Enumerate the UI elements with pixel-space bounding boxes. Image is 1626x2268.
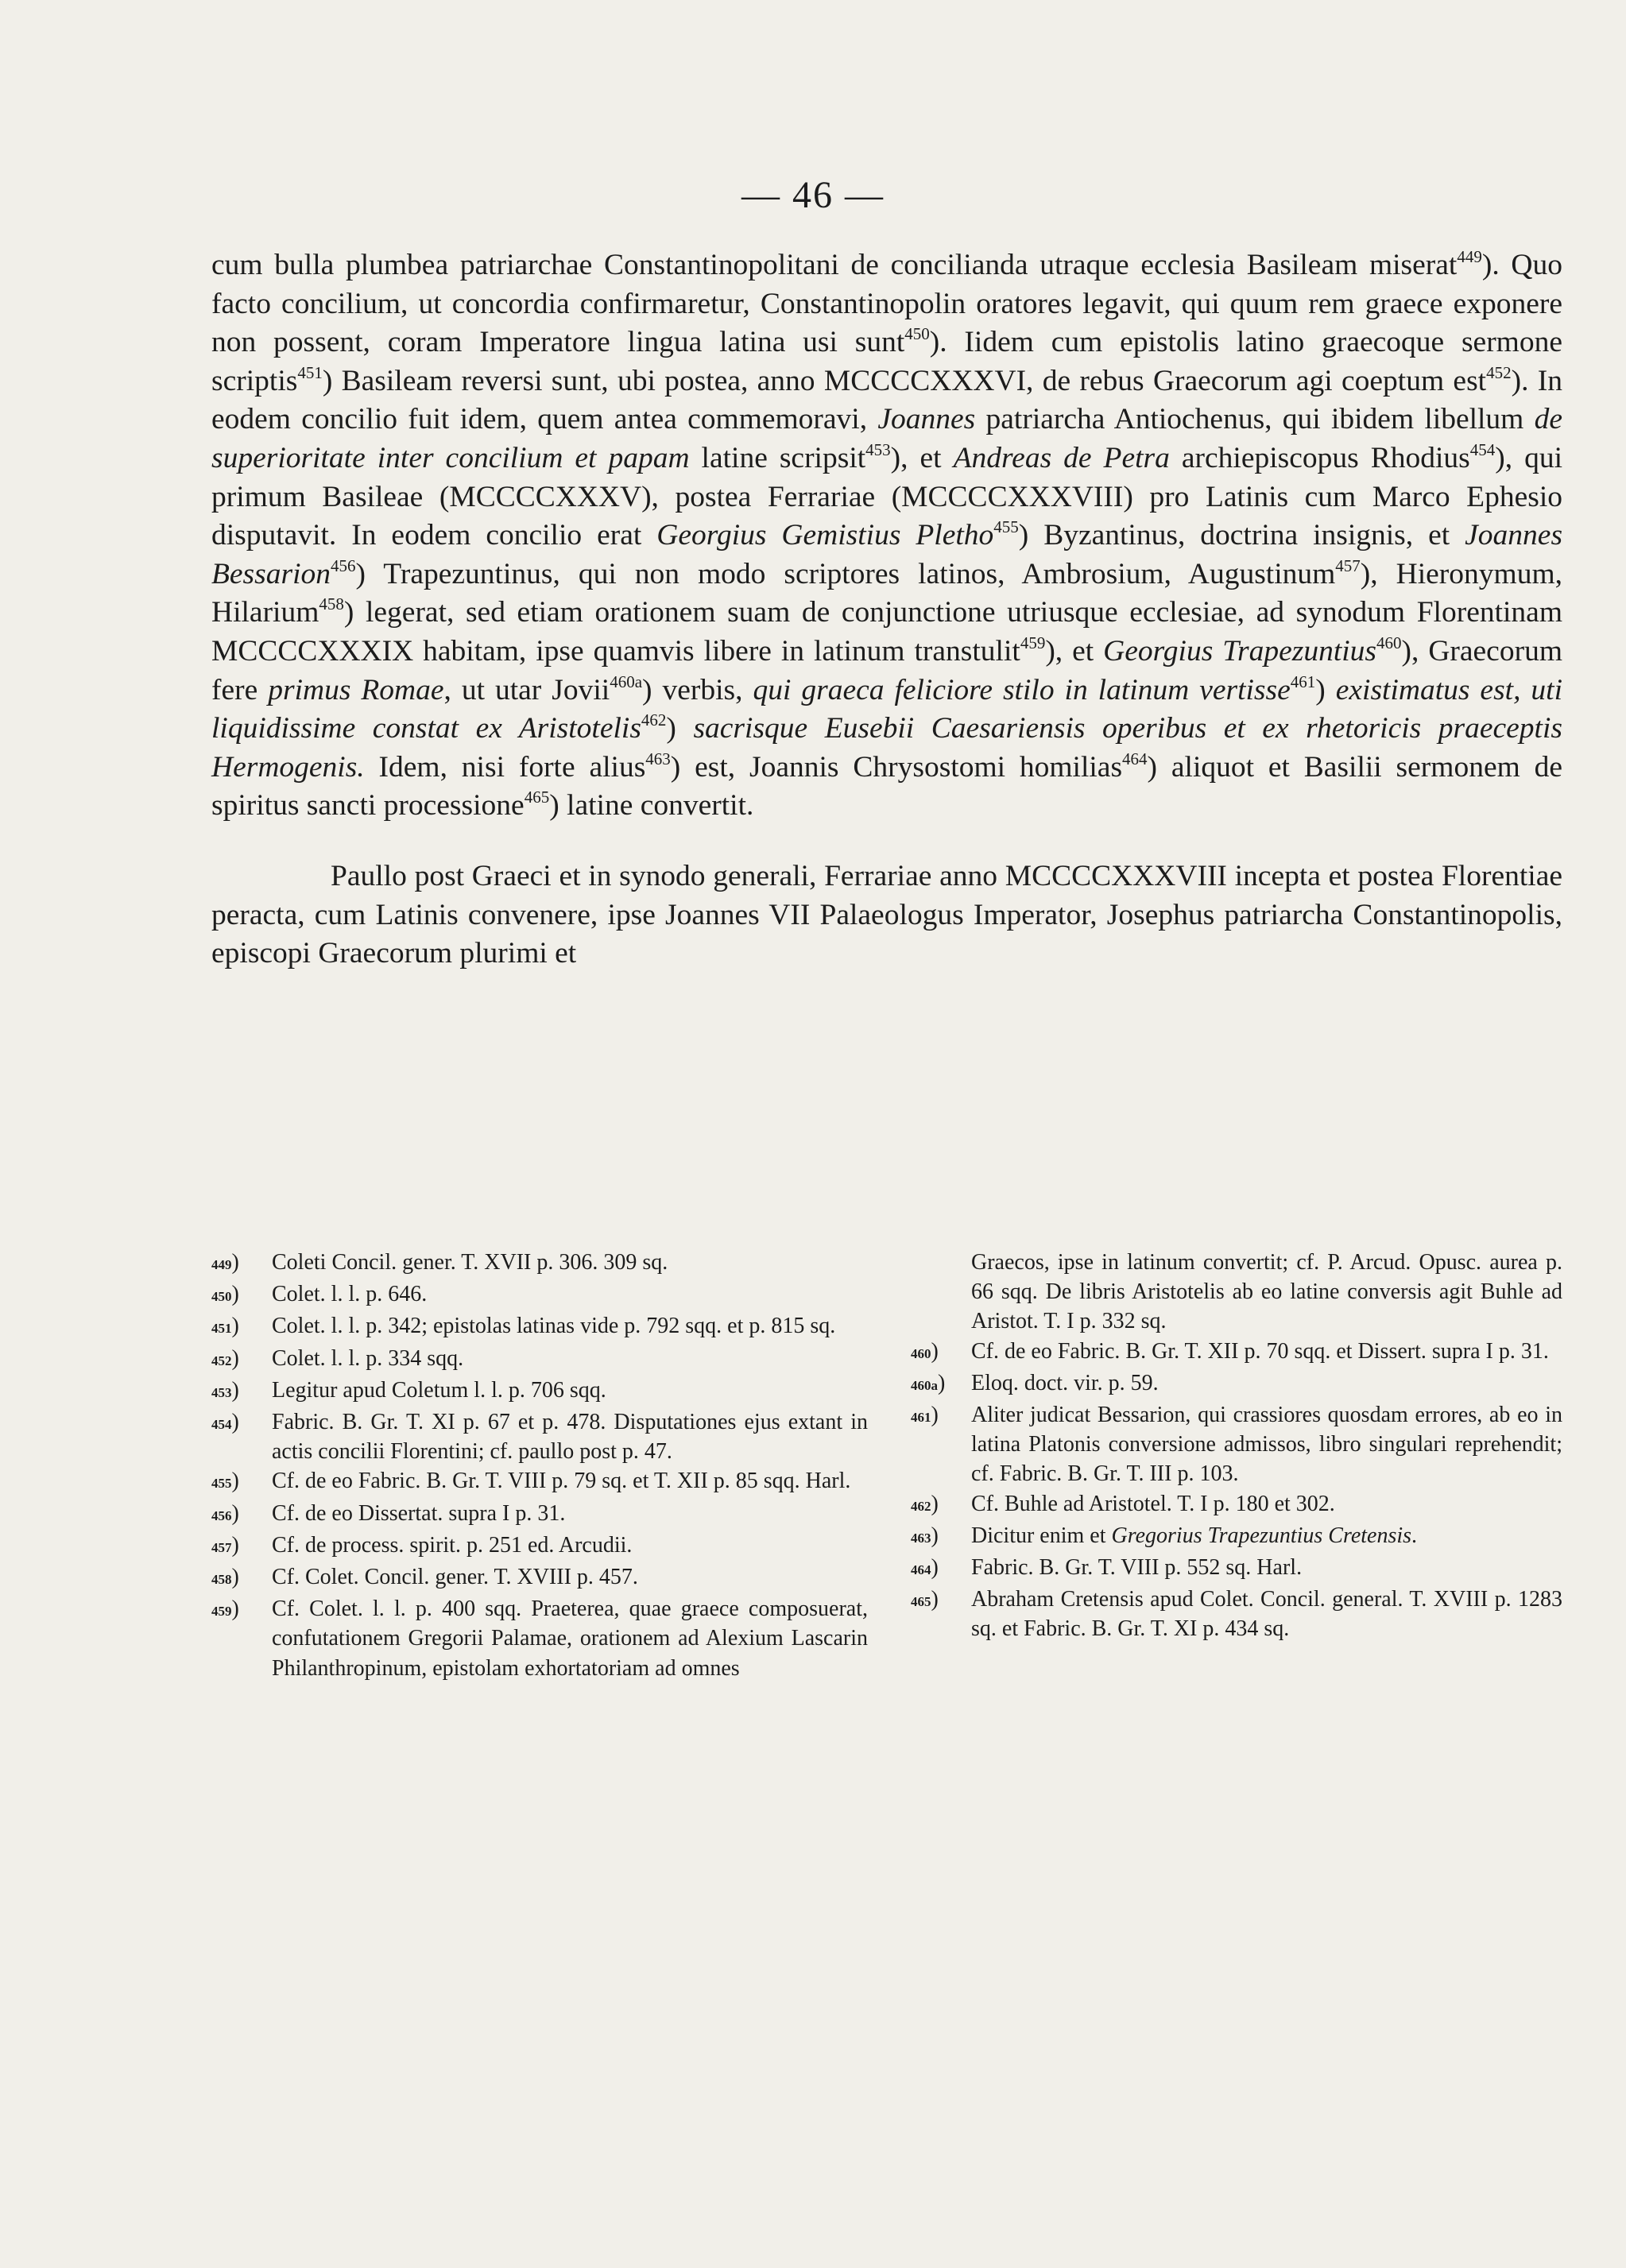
footnote	[211, 1499, 868, 1531]
quote-part: sacrisque Eusebii Caesariensis operibus et ex rhetoricis praeceptis Hermogenis.	[211, 712, 1562, 784]
footnote-text: Cf. Buhle ad Aristotel. T. I p. 180 et 302.	[971, 1491, 1335, 1516]
footnote	[911, 1489, 1562, 1521]
footnote-number: 449)	[211, 1250, 239, 1275]
footnote-text: Eloq. doct. vir. p. 59.	[971, 1370, 1159, 1395]
footnote-ref: 454	[1469, 439, 1496, 459]
name-pletho: Georgius Gemistius Pletho	[656, 519, 994, 552]
text-run: archiepiscopus Rhodius	[1181, 441, 1470, 474]
footnote-number: 463)	[911, 1523, 939, 1548]
footnote-text: Cf. Colet. l. l. p. 400 sqq. Praeterea, quae graece composuerat, confutationem Gregorii Palamae, orationem ad Alexium Lascarin Philanthropinum, epistolam exhortatoriam ad omnes	[272, 1597, 868, 1681]
footnote-ref: 456	[331, 555, 356, 575]
footnote	[211, 1531, 868, 1562]
footnote-ref: 459	[1020, 633, 1046, 652]
footnote-ref: 463	[645, 749, 671, 768]
footnote-text: Fabric. B. Gr. T. XI p. 67 et p. 478. Disputationes ejus extant in actis concilii Florentini; cf. paullo post p. 47.	[272, 1410, 868, 1465]
text-run: ) Trapezuntinus, qui non modo scriptores latinos, Ambrosium, Augustinum	[355, 557, 1336, 590]
quote-part: existimatus est, uti liquidissime constat ex Aristotelis	[211, 673, 1563, 745]
footnote-text: Coleti Concil. gener. T. XVII p. 306. 309 sq.	[272, 1250, 668, 1275]
footnote-text: Colet. l. l. p. 342; epistolas latinas vide p. 792 sqq. et p. 815 sq.	[272, 1314, 836, 1339]
footnote-text: Cf. de eo Fabric. B. Gr. T. XII p. 70 sqq. et Dissert. supra I p. 31.	[971, 1338, 1549, 1364]
footnote	[211, 1376, 868, 1407]
name-trapezuntius: Georgius Trapezuntius	[1103, 634, 1377, 668]
footnote-text: Colet. l. l. p. 646.	[272, 1282, 428, 1307]
footnote-text: Dicitur enim et Gregorius Trapezuntius Cretensis.	[971, 1523, 1418, 1548]
footnote	[211, 1407, 868, 1466]
footnote-text: Aliter judicat Bessarion, qui crassiores quosdam errores, ab eo in latina Platonis conversione admissos, libro singulari reprehendit; cf. Fabric. B. Gr. T. III p. 103.	[971, 1403, 1562, 1487]
footnote-ref: 451	[297, 362, 323, 382]
text-run: Idem, nisi forte alius	[378, 750, 646, 784]
footnotes	[211, 1248, 1562, 2162]
footnote-ref: 458	[319, 594, 344, 614]
footnote	[911, 1337, 1562, 1368]
title-libellum: de superioritate inter concilium et papam	[211, 403, 1563, 474]
footnote-number: 451)	[211, 1314, 239, 1339]
text-run: ), Graecorum fere	[211, 634, 1562, 706]
footnote-ref: 450	[904, 324, 930, 344]
footnote-continuation	[911, 1248, 1562, 1337]
footnote	[211, 1311, 868, 1343]
footnote	[211, 1594, 868, 1683]
name-joannes: Joannes	[877, 403, 976, 436]
footnote-ref: 460	[1376, 633, 1402, 652]
footnotes-left-column	[211, 1248, 868, 1683]
footnote-number	[911, 1248, 971, 1337]
footnote-number: 465)	[911, 1587, 939, 1612]
footnote-text: Cf. de eo Fabric. B. Gr. T. VIII p. 79 sq. et T. XII p. 85 sqq. Harl.	[272, 1469, 851, 1494]
footnote-number: 457)	[211, 1532, 239, 1558]
footnote-text: Colet. l. l. p. 334 sqq.	[272, 1345, 464, 1371]
text-run: latine scripsit	[701, 441, 866, 474]
footnote	[911, 1585, 1562, 1643]
text-run: ) aliquot et Basilii sermonem de spiritus sancti processione	[211, 750, 1562, 822]
footnote	[211, 1466, 868, 1498]
text-run: ). Iidem cum epistolis latino graecoque sermone scriptis	[211, 326, 1562, 397]
footnote-number: 462)	[911, 1491, 939, 1516]
footnote	[911, 1368, 1562, 1400]
footnote	[211, 1344, 868, 1376]
footnote-text: Cf. de eo Dissertat. supra I p. 31.	[272, 1500, 566, 1526]
footnote	[911, 1400, 1562, 1489]
text-run: ), et	[1045, 634, 1094, 668]
footnote	[911, 1521, 1562, 1553]
footnote-number: 460a)	[911, 1370, 946, 1395]
footnote-text: Fabric. B. Gr. T. VIII p. 552 sq. Harl.	[971, 1555, 1303, 1581]
footnote-number: 459)	[211, 1597, 239, 1622]
footnote-ref: 461	[1290, 671, 1316, 691]
text-run: ) Basileam reversi sunt, ubi postea, anno MCCCCXXXVI, de rebus Graecorum agi coeptum est	[322, 364, 1487, 397]
footnote-number: 464)	[911, 1555, 939, 1581]
footnote-text: Legitur apud Coletum l. l. p. 706 sqq.	[272, 1377, 606, 1403]
text-run: patriarcha Antiochenus, qui ibidem libellum	[985, 403, 1524, 436]
text-run: , ut utar Jovii	[443, 673, 610, 706]
footnote-text: Abraham Cretensis apud Colet. Concil. general. T. XVIII p. 1283 sq. et Fabric. B. Gr. T. XI p. 434 sq.	[971, 1587, 1562, 1642]
footnote	[211, 1279, 868, 1311]
footnote-ref: 465	[524, 788, 550, 807]
text-run: ) verbis,	[642, 673, 743, 706]
footnote-number: 455)	[211, 1469, 239, 1494]
footnote-ref: 457	[1335, 555, 1361, 575]
text-run: ), et	[890, 441, 942, 474]
footnote-number: 454)	[211, 1410, 239, 1435]
text-run: ) legerat, sed etiam orationem suam de conjunctione utriusque ecclesiae, ad synodum Florentinam MCCCCXXXIX habitam, ipse quamvis libere in latinum transtulit	[211, 596, 1562, 668]
footnote-ref: 452	[1486, 362, 1512, 382]
footnote-number: 450)	[211, 1282, 239, 1307]
text-run: ). In eodem concilio fuit idem, quem antea commemoravi,	[211, 364, 1562, 436]
footnote-text: Cf. Colet. Concil. gener. T. XVIII p. 457.	[272, 1565, 638, 1590]
page-number: — 46 —	[741, 174, 885, 216]
footnote-ref: 449	[1457, 247, 1482, 266]
phrase-primus-romae: primus Romae	[268, 673, 444, 706]
footnote-number: 460)	[911, 1338, 939, 1364]
footnote-text: Cf. de process. spirit. p. 251 ed. Arcudii.	[272, 1532, 633, 1558]
footnote-number: 461)	[911, 1403, 939, 1428]
paragraph-2: Paullo post Graeci et in synodo generali, Ferrariae anno MCCCCXXXVIII incepta et postea Florentiae peracta, cum Latinis convenere, ipse Joannes VII Palaeologus Imperator, Josephus patriarcha Constantinopolis, episcopi Graecorum plurimi et	[211, 859, 1562, 970]
text-run: ), Hieronymum, Hilarium	[211, 557, 1562, 629]
footnote-ref: 464	[1122, 749, 1148, 768]
text-run: )	[666, 712, 676, 745]
paragraph-1	[211, 246, 1562, 826]
name-andreas: Andreas de Petra	[953, 441, 1170, 474]
footnotes-right-column	[911, 1248, 1562, 1644]
footnote-number: 452)	[211, 1345, 239, 1371]
text-run: ) Byzantinus, doctrina insignis, et	[1018, 519, 1450, 552]
footnote-number: 453)	[211, 1377, 239, 1403]
footnote-ref: 460a	[610, 671, 643, 691]
text-run: ). Quo facto concilium, ut concordia confirmaretur, Constantinopolin oratores legavit, qui quum rem graece exponere non possent, coram Imperatore lingua latina usi sunt	[211, 249, 1562, 359]
footnote	[211, 1562, 868, 1594]
footnote-ref: 455	[993, 517, 1019, 537]
footnote	[911, 1553, 1562, 1585]
text-run: ) est, Joannis Chrysostomi homilias	[670, 750, 1123, 784]
text-run: )	[1315, 673, 1326, 706]
footnote	[211, 1248, 868, 1279]
footnote-number: 456)	[211, 1500, 239, 1526]
text-run: ) latine convertit.	[549, 789, 754, 822]
footnote-text: Graecos, ipse in latinum convertit; cf. P. Arcud. Opusc. aurea p. 66 sqq. De libris Aristotelis ab eo latine conversis agit Buhle ad Aristot. T. I p. 332 sq.	[971, 1250, 1562, 1334]
footnote-ref: 453	[865, 439, 891, 459]
name-bessarion: Joannes Bessarion	[211, 519, 1563, 590]
quote-part: qui graeca feliciore stilo in latinum vertisse	[753, 673, 1291, 706]
footnote-ref: 462	[641, 710, 667, 730]
main-text	[211, 246, 1562, 973]
text-run: cum bulla plumbea patriarchae Constantinopolitani de concilianda utraque ecclesia Basileam miserat	[211, 249, 1458, 281]
footnote-number: 458)	[211, 1565, 239, 1590]
text-run: ), qui primum Basileae (MCCCCXXXV), postea Ferrariae (MCCCCXXXVIII) pro Latinis cum Marco Ephesio disputavit. In eodem concilio erat	[211, 441, 1563, 552]
